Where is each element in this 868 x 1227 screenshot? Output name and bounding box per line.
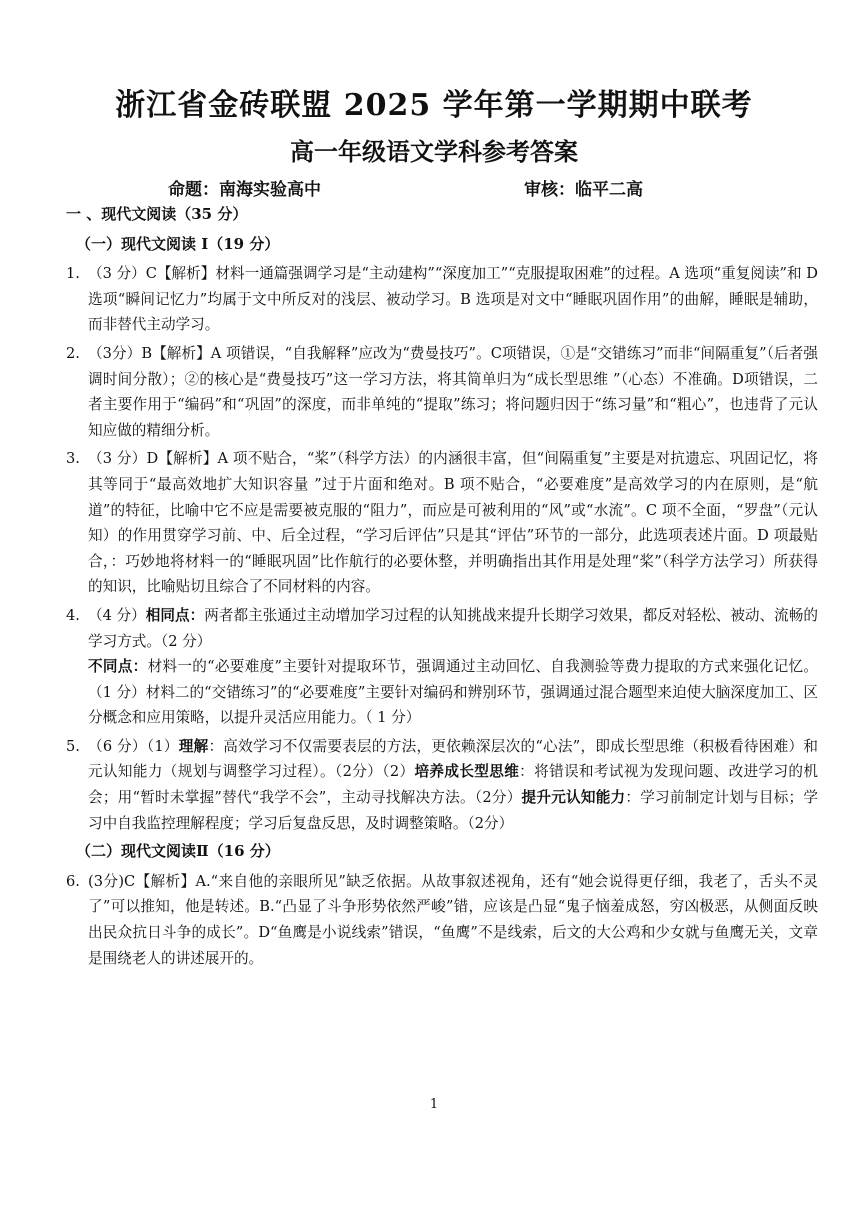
part-2-label: 培养成长型思维	[414, 763, 520, 781]
part-heading-1: （一）现代文阅读 Ⅰ（19 分）	[76, 234, 280, 253]
section-heading: 一 、现代文阅读（35 分）	[66, 205, 248, 223]
part-2-number: （2）	[382, 763, 415, 781]
diff-point-label: 不同点：	[88, 658, 148, 676]
page-subtitle: 高一年级语文学科参考答案	[290, 137, 578, 166]
question-number: 4.	[66, 606, 80, 624]
part-1-label: 理解	[178, 737, 209, 755]
part-heading-2: （二）现代文阅读Ⅱ（16 分）	[76, 842, 280, 861]
diff-point-text: 材料一的“必要难度”主要针对提取环节，强调通过主动回忆、自我测验等费力提取的方式来强化记忆。（1 分）材料二的“交错练习”的“必要难度”主要针对编码和辨别环节，强调通过混合题型来迫使大脑深度加工、区分概念和应用策略，以提升灵活应用能力。（ 1 分）	[88, 658, 818, 727]
question-text-diff	[88, 654, 818, 731]
question-4	[66, 603, 818, 731]
part-3-label: 提升元认知能力	[521, 789, 626, 807]
author-label: 命题：南海实验高中	[168, 180, 321, 200]
reviewer-label: 审核：临平二高	[524, 180, 643, 200]
question-5	[66, 734, 818, 836]
question-number: 6.	[66, 872, 80, 890]
question-text	[88, 734, 818, 836]
question-1	[66, 261, 818, 338]
page-title: 浙江省金砖联盟 2025 学年第一学期期中联考	[115, 88, 753, 123]
part-2-text: ：将错误和考试视为发现问题、改进学习的机会；用“暂时未掌握”替代“我学不会”，主动寻找解决方法。（2分）	[88, 763, 818, 807]
question-number: 3.	[66, 450, 80, 468]
question-6	[66, 869, 818, 971]
question-text-same	[88, 603, 818, 654]
question-text: （3 分）D【解析】A 项不贴合，“桨”（科学方法）的内涵很丰富，但“间隔重复”主要是对抗遗忘、巩固记忆，将其等同于“最高效地扩大知识容量 ”过于片面和绝对。B 项不贴合，“必要难度”是高效学习的内在原则，是“航道”的特征，比喻中它不应是需要被克服的“阻力”，而应是可被利用的“风”或“水流”。C 项不全面，“罗盘”（元认知）的作用贯穿学习前、中、后全过程，“学习后评估”只是其“评估”环节的一部分，此选项表述片面。D 项最贴合，：巧妙地将材料一的“睡眠巩固”比作航行的必要休整，并明确指出其作用是处理“桨”（科学方法学习）所获得的知识，比喻贴切且综合了不同材料的内容。	[88, 450, 818, 596]
question-text: （3分）B【解析】A 项错误，“自我解释”应改为“费曼技巧”。C项错误，①是“交错练习”而非“间隔重复”（后者强调时间分散）；②的核心是“费曼技巧”这一学习方法，将其简单归为“成长型思维 ”（心态）不准确。D项错误，二者主要作用于“编码”和“巩固”的深度，而非单纯的“提取”练习；将问题归因于“练习量”和“粗心”，也违背了元认知应做的精细分析。	[88, 344, 818, 439]
score-label: （6 分）	[88, 737, 147, 755]
question-text: （3 分）C【解析】材料一通篇强调学习是“主动建构”“深度加工”“克服提取困难”的过程。A 选项“重复阅读”和 D 选项“瞬间记忆力”均属于文中所反对的浅层、被动学习。B 选项是对文中“睡眠巩固作用”的曲解，睡眠是辅助，而非替代主动学习。	[88, 265, 818, 334]
page-number: 1	[429, 1097, 439, 1112]
question-number: 2.	[66, 344, 80, 362]
score-label: （4 分）	[88, 606, 146, 624]
part-3-text: ：学习前制定计划与目标；学习中自我监控理解程度；学习后复盘反思，及时调整策略。（2分）	[88, 789, 818, 832]
question-text: (3分)C【解析】A.“来自他的亲眼所见”缺乏依据。从故事叙述视角，还有“她会说得更仔细，我老了，舌头不灵了”可以推知，他是转述。B.“凸显了斗争形势依然严峻”错，应该是凸显“鬼子恼羞成怒，穷凶极恶，从侧面反映出民众抗日斗争的成长”。D“鱼鹰是小说线索”错误，“鱼鹰”不是线索，后文的大公鸡和少女就与鱼鹰无关，文章是围绕老人的讲述展开的。	[88, 872, 818, 967]
question-number: 5.	[66, 737, 80, 755]
part-1-text: ：高效学习不仅需要表层的方法，更依赖深层次的“心法”，即成长型思维（积极看待困难）和元认知能力（规划与调整学习过程）。（2分）	[88, 737, 818, 781]
document-body	[66, 202, 818, 974]
question-number: 1.	[66, 265, 80, 283]
same-point-label: 相同点：	[145, 606, 205, 624]
question-2	[66, 341, 818, 443]
part-1-number: （1）	[146, 737, 179, 755]
question-3	[66, 446, 818, 600]
same-point-text: 两者都主张通过主动增加学习过程的认知挑战来提升长期学习效果，都反对轻松、被动、流畅的学习方式。（2 分）	[88, 606, 818, 650]
